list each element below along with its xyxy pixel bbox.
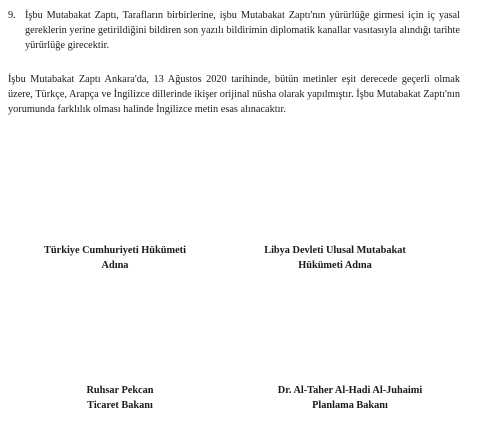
article-9: [8, 8, 460, 53]
turkey-government-line1: Türkiye Cumhuriyeti Hükümeti: [44, 245, 186, 256]
turkey-signer-block: [25, 383, 215, 413]
libya-government-line1: Libya Devleti Ulusal Mutabakat: [264, 245, 406, 256]
libya-signer-title: Planlama Bakanı: [312, 400, 388, 411]
libya-signer-name: Dr. Al-Taher Al-Hadi Al-Juhaimi: [277, 385, 423, 396]
libya-government-signature-block: [240, 243, 430, 273]
turkey-signer-name: Ruhsar Pekcan: [86, 385, 154, 396]
turkey-government-signature-block: [20, 243, 210, 273]
article-number: 9.: [8, 10, 16, 21]
libya-government-line2: Hükümeti Adına: [298, 260, 372, 271]
libya-signer-block: [245, 383, 455, 413]
article-text: İşbu Mutabakat Zaptı, Tarafların birbirlerine, işbu Mutabakat Zaptı'nın yürürlüğe girmesi için iç yasal gereklerin yerine getirildiğini bildiren son yazılı bildirimin diplomatik kanallar vasıtasıyla alındığı tarihte yürürlüğe girecektir.: [25, 10, 460, 51]
turkey-government-line2: Adına: [101, 260, 129, 271]
turkey-signer-title: Ticaret Bakanı: [87, 400, 153, 411]
closing-paragraph: İşbu Mutabakat Zaptı Ankara'da, 13 Ağustos 2020 tarihinde, bütün metinler eşit derecede geçerli olmak üzere, Türkçe, Arapça ve İngilizce dillerinde ikişer orijinal nüsha olarak yapılmıştır. İşbu Mutabakat Zaptı'nın yorumunda farklılık olması halinde İngilizce metin esas alınacaktır.: [8, 74, 460, 115]
